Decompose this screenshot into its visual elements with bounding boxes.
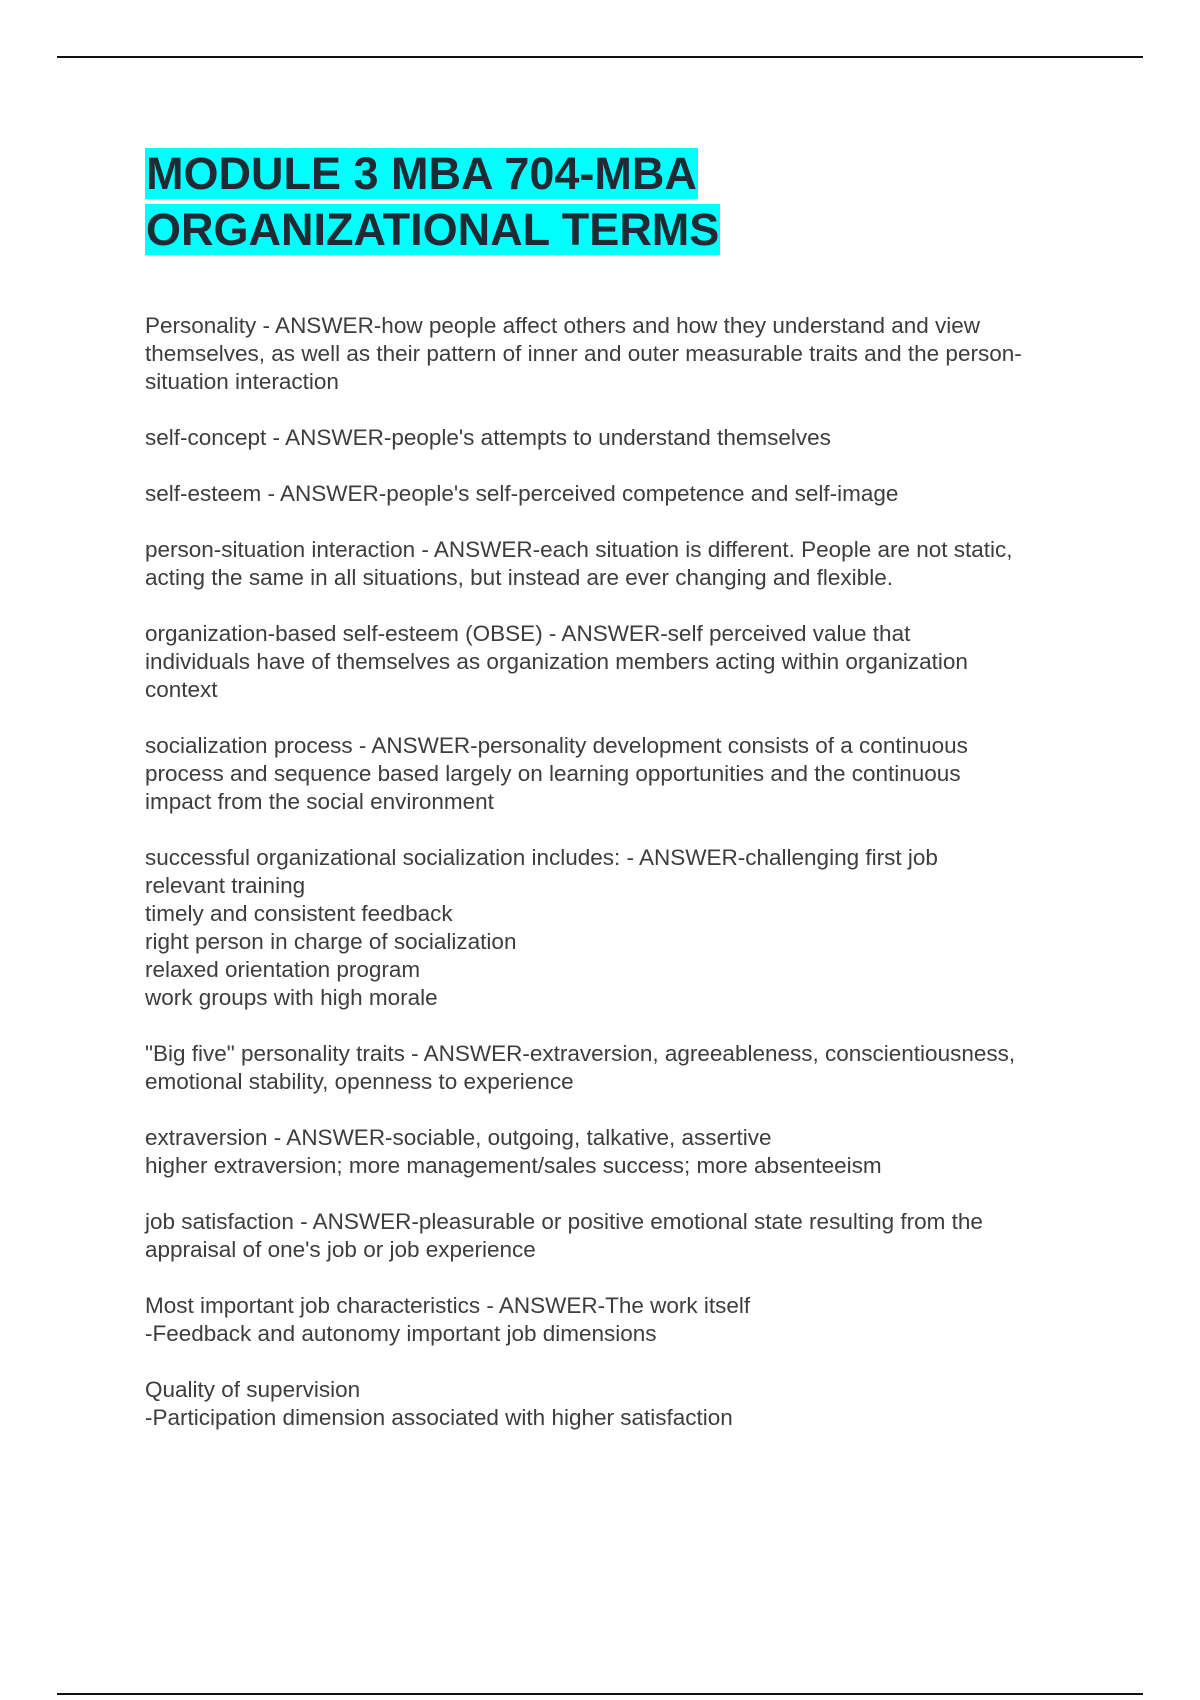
term-entry-line: Most important job characteristics - ANSWER-The work itself: [145, 1293, 751, 1318]
term-entry-line: timely and consistent feedback: [145, 901, 453, 926]
term-entry-line: person-situation interaction - ANSWER-each situation is different. People are not static,: [145, 537, 1013, 562]
term-entry: [145, 1124, 1105, 1180]
term-entry: [145, 424, 1105, 452]
term-entry: [145, 844, 1105, 1012]
term-entry: [145, 480, 1105, 508]
term-entry-line: appraisal of one's job or job experience: [145, 1237, 536, 1262]
term-entry-line: "Big five" personality traits - ANSWER-extraversion, agreeableness, conscientiousness,: [145, 1041, 1016, 1066]
term-entry-line: socialization process - ANSWER-personality development consists of a continuous: [145, 733, 968, 758]
term-entry: [145, 1208, 1105, 1264]
term-entry-line: relaxed orientation program: [145, 957, 421, 982]
term-entry-line: -Feedback and autonomy important job dimensions: [145, 1321, 657, 1346]
term-entry: [145, 1376, 1105, 1432]
title-line-1: MODULE 3 MBA 704-MBA: [146, 148, 697, 199]
page-title: [145, 146, 1105, 258]
title-line-2: ORGANIZATIONAL TERMS: [146, 204, 720, 255]
term-entry-line: successful organizational socialization includes: - ANSWER-challenging first job: [145, 845, 938, 870]
term-entry-line: Personality - ANSWER-how people affect others and how they understand and view: [145, 313, 981, 338]
top-rule: [57, 56, 1143, 58]
term-entry-line: relevant training: [145, 873, 306, 898]
term-entry-line: higher extraversion; more management/sales success; more absenteeism: [145, 1153, 882, 1178]
term-entry-line: process and sequence based largely on learning opportunities and the continuous: [145, 761, 961, 786]
term-entry-line: individuals have of themselves as organization members acting within organization: [145, 649, 968, 674]
term-entry-line: situation interaction: [145, 369, 339, 394]
term-entry: [145, 1292, 1105, 1348]
term-entry-line: -Participation dimension associated with higher satisfaction: [145, 1405, 733, 1430]
term-entry-line: impact from the social environment: [145, 789, 494, 814]
term-entry-line: job satisfaction - ANSWER-pleasurable or positive emotional state resulting from the: [145, 1209, 983, 1234]
term-entry-line: Quality of supervision: [145, 1377, 361, 1402]
term-entry: [145, 620, 1105, 704]
term-entry-line: context: [145, 677, 218, 702]
term-entry-line: self-concept - ANSWER-people's attempts to understand themselves: [145, 425, 831, 450]
term-entry-line: extraversion - ANSWER-sociable, outgoing, talkative, assertive: [145, 1125, 772, 1150]
term-entry-line: emotional stability, openness to experience: [145, 1069, 574, 1094]
term-entry-line: self-esteem - ANSWER-people's self-perceived competence and self-image: [145, 481, 899, 506]
term-entry-line: work groups with high morale: [145, 985, 438, 1010]
term-entry: [145, 312, 1105, 396]
term-entry-line: acting the same in all situations, but instead are ever changing and flexible.: [145, 565, 893, 590]
term-entry-line: right person in charge of socialization: [145, 929, 517, 954]
term-entry-line: themselves, as well as their pattern of inner and outer measurable traits and the person-: [145, 341, 1022, 366]
term-entry: [145, 1040, 1105, 1096]
term-entry-line: organization-based self-esteem (OBSE) - ANSWER-self perceived value that: [145, 621, 911, 646]
term-entry: [145, 536, 1105, 592]
term-entry: [145, 732, 1105, 816]
document-body: [145, 312, 1105, 1460]
bottom-rule: [57, 1693, 1143, 1695]
